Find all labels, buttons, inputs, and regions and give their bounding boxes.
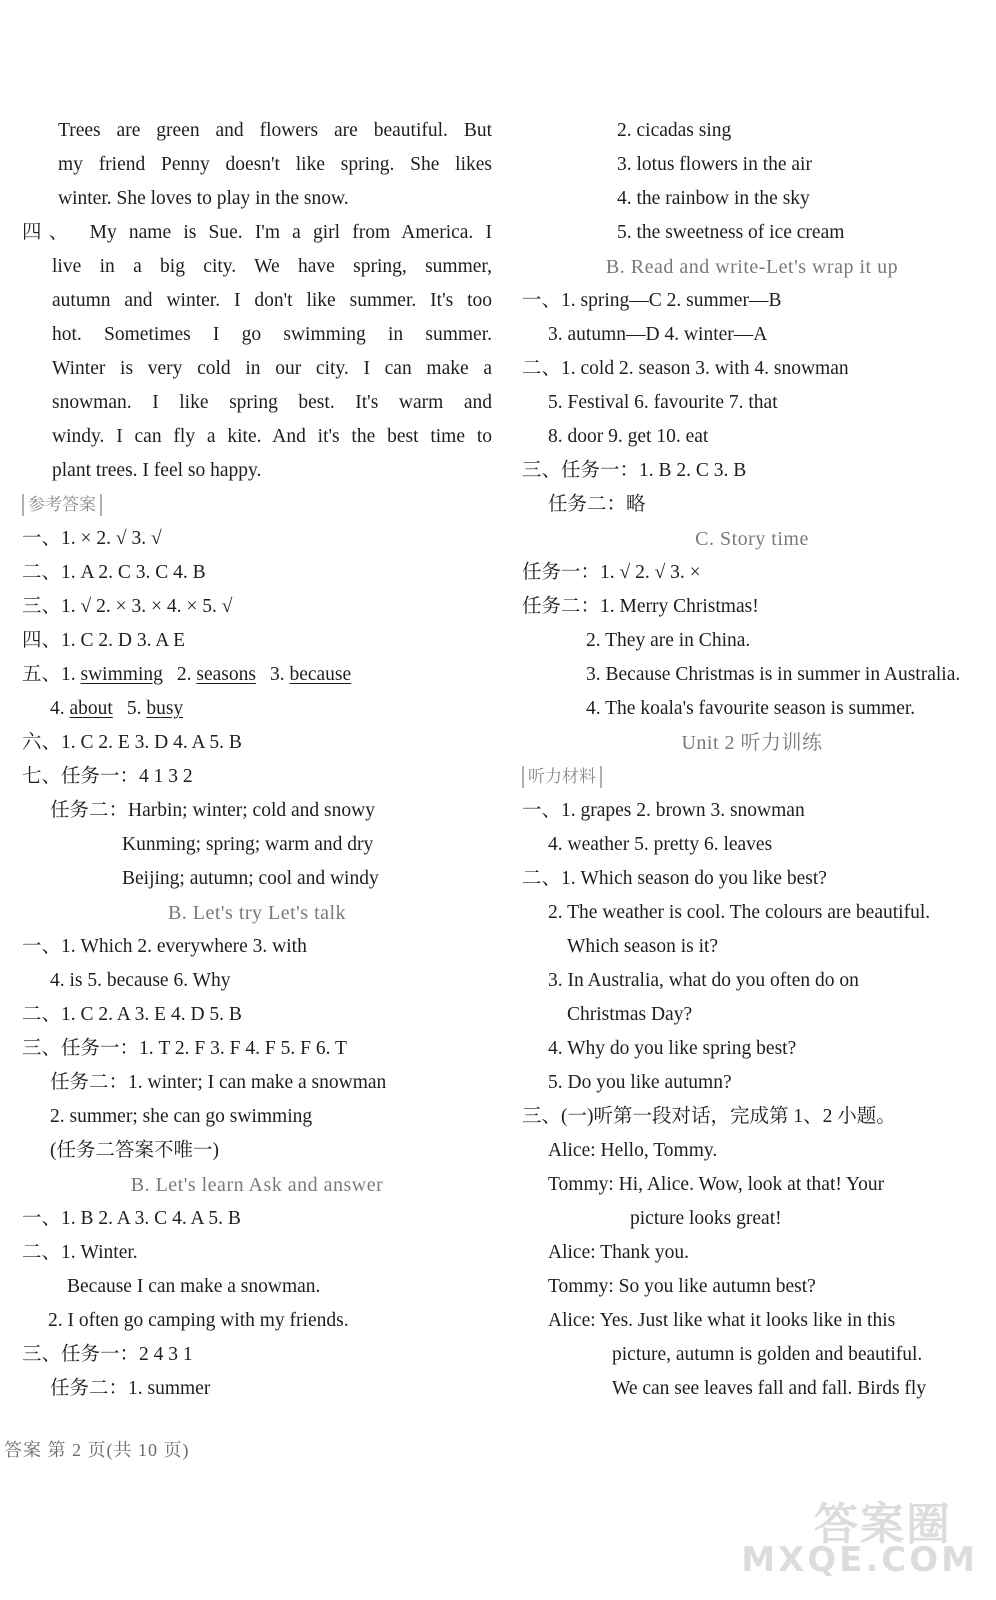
answer-line: 任务二：1. summer <box>50 1378 211 1399</box>
answer-line: 4. is 5. because 6. Why <box>50 970 231 991</box>
paragraph-text: My name is Sue. I'm a girl from America. I <box>89 222 492 243</box>
dialogue-line: picture, autumn is golden and beautiful. <box>612 1344 923 1365</box>
answer-line: 一、1. grapes 2. brown 3. snowman <box>522 800 805 821</box>
paragraph-line: autumn and winter. I don't like summer. It's too <box>52 290 492 311</box>
question-line: Which season is it? <box>567 936 719 957</box>
right-column <box>522 114 982 1406</box>
answer-line: 一、1. × 2. √ 3. √ <box>22 528 162 549</box>
answer-line: Kunming; spring; warm and dry <box>122 834 374 855</box>
question-line: Christmas Day? <box>567 1004 693 1025</box>
instruction-line: 三、(一)听第一段对话，完成第 1、2 小题。 <box>522 1106 896 1127</box>
answer-line: 任务一：1. √ 2. √ 3. × <box>522 562 701 583</box>
question-line: 4. Why do you like spring best? <box>548 1038 797 1059</box>
section-heading: C. Story time <box>695 528 809 550</box>
answer-line: Beijing; autumn; cool and windy <box>122 868 379 889</box>
answer-line: 任务二：略 <box>548 494 646 515</box>
dialogue-line: Alice: Hello, Tommy. <box>548 1140 718 1161</box>
dialogue-line: Tommy: Hi, Alice. Wow, look at that! Your <box>548 1174 885 1195</box>
answer-number: 2. <box>176 664 197 685</box>
answer-number: 3. <box>269 664 290 685</box>
paragraph-line: Winter is very cold in our city. I can make a <box>52 358 492 379</box>
watermark-sub: MXQE.COM <box>741 1540 978 1580</box>
dialogue-line: picture looks great! <box>630 1208 782 1229</box>
listening-tag-row <box>522 760 982 794</box>
answer-line: 任务二：Harbin; winter; cold and snowy <box>50 800 375 821</box>
dialogue-line: Alice: Thank you. <box>548 1242 689 1263</box>
answer-line: 三、1. √ 2. × 3. × 4. × 5. √ <box>22 596 233 617</box>
answer-line: 任务二：1. winter; I can make a snowman <box>50 1072 387 1093</box>
answer-line: (任务二答案不唯一) <box>50 1140 219 1161</box>
answer-line: 2. They are in China. <box>586 630 751 651</box>
paragraph-line: my friend Penny doesn't like spring. She likes <box>58 154 492 175</box>
dialogue-line: Tommy: So you like autumn best? <box>548 1276 816 1297</box>
answer-line: 4. the rainbow in the sky <box>617 188 810 209</box>
answer-line: 二、1. Winter. <box>22 1242 138 1263</box>
underlined-word: busy <box>146 698 184 719</box>
question-line: 二、1. Which season do you like best? <box>522 868 827 889</box>
dialogue-line: We can see leaves fall and fall. Birds fly <box>612 1378 927 1399</box>
answer-line: 3. autumn—D 4. winter—A <box>548 324 768 345</box>
answer-line <box>22 692 492 726</box>
answer-line: Because I can make a snowman. <box>67 1276 321 1297</box>
answer-line: 2. I often go camping with my friends. <box>48 1310 349 1331</box>
underlined-word: about <box>69 698 113 719</box>
answer-line: 5. the sweetness of ice cream <box>617 222 845 243</box>
section-heading: B. Let's learn Ask and answer <box>130 1174 384 1196</box>
answer-line: 2. cicadas sing <box>617 120 732 141</box>
question-line: 5. Do you like autumn? <box>548 1072 732 1093</box>
section-label: 四、 <box>22 222 76 243</box>
unit-heading: Unit 2 听力训练 <box>681 732 823 754</box>
answer-line: 二、1. C 2. A 3. E 4. D 5. B <box>22 1004 242 1025</box>
answer-number: 五、1. <box>22 664 81 685</box>
paragraph-line: hot. Sometimes I go swimming in summer. <box>52 324 492 345</box>
left-column <box>22 114 492 1406</box>
underlined-word: seasons <box>196 664 256 685</box>
answer-line: 六、1. C 2. E 3. D 4. A 5. B <box>22 732 242 753</box>
answer-tag: 参考答案 <box>22 494 102 516</box>
answer-line: 三、任务一：2 4 3 1 <box>22 1344 193 1365</box>
answer-line: 5. Festival 6. favourite 7. that <box>548 392 778 413</box>
answer-line: 4. The koala's favourite season is summer. <box>586 698 916 719</box>
watermark-logo <box>732 1482 982 1592</box>
answer-tag-row <box>22 488 492 522</box>
listening-tag: 听力材料 <box>522 766 602 788</box>
paragraph-line: Trees are green and flowers are beautiful. But <box>58 120 492 141</box>
answer-line: 一、1. Which 2. everywhere 3. with <box>22 936 307 957</box>
answer-line: 3. lotus flowers in the air <box>617 154 812 175</box>
answer-line: 一、1. B 2. A 3. C 4. A 5. B <box>22 1208 241 1229</box>
paragraph-4-first-line <box>22 216 492 250</box>
page-footer: 答案 第 2 页(共 10 页) <box>4 1440 190 1460</box>
answer-line: 三、任务一：1. B 2. C 3. B <box>522 460 747 481</box>
answer-line: 七、任务一：4 1 3 2 <box>22 766 193 787</box>
answer-line: 四、1. C 2. D 3. A E <box>22 630 186 651</box>
paragraph-line: windy. I can fly a kite. And it's the best time to <box>52 426 492 447</box>
paragraph-line: plant trees. I feel so happy. <box>52 460 262 481</box>
answer-number: 5. <box>126 698 147 719</box>
answer-line: 2. summer; she can go swimming <box>50 1106 313 1127</box>
watermark-main: 答案圈 <box>814 1499 952 1550</box>
underlined-word: swimming <box>80 664 163 685</box>
answer-line: 二、1. A 2. C 3. C 4. B <box>22 562 206 583</box>
dialogue-line: Alice: Yes. Just like what it looks like in this <box>548 1310 896 1331</box>
answer-line: 一、1. spring—C 2. summer—B <box>522 290 782 311</box>
section-heading: B. Read and write-Let's wrap it up <box>605 256 899 278</box>
answer-line: 任务二：1. Merry Christmas! <box>522 596 759 617</box>
paragraph-line: live in a big city. We have spring, summer, <box>52 256 492 277</box>
section-heading: B. Let's try Let's talk <box>167 902 347 924</box>
answer-number: 4. <box>50 698 70 719</box>
answer-line <box>22 658 492 692</box>
answer-line: 三、任务一：1. T 2. F 3. F 4. F 5. F 6. T <box>22 1038 347 1059</box>
underlined-word: because <box>289 664 352 685</box>
paragraph-line: winter. She loves to play in the snow. <box>58 188 349 209</box>
paragraph-line: snowman. I like spring best. It's warm and <box>52 392 492 413</box>
answer-line: 4. weather 5. pretty 6. leaves <box>548 834 773 855</box>
question-line: 2. The weather is cool. The colours are beautiful. <box>548 902 931 923</box>
answer-line: 3. Because Christmas is in summer in Australia. <box>586 664 961 685</box>
answer-line: 二、1. cold 2. season 3. with 4. snowman <box>522 358 849 379</box>
question-line: 3. In Australia, what do you often do on <box>548 970 859 991</box>
answer-line: 8. door 9. get 10. eat <box>548 426 709 447</box>
